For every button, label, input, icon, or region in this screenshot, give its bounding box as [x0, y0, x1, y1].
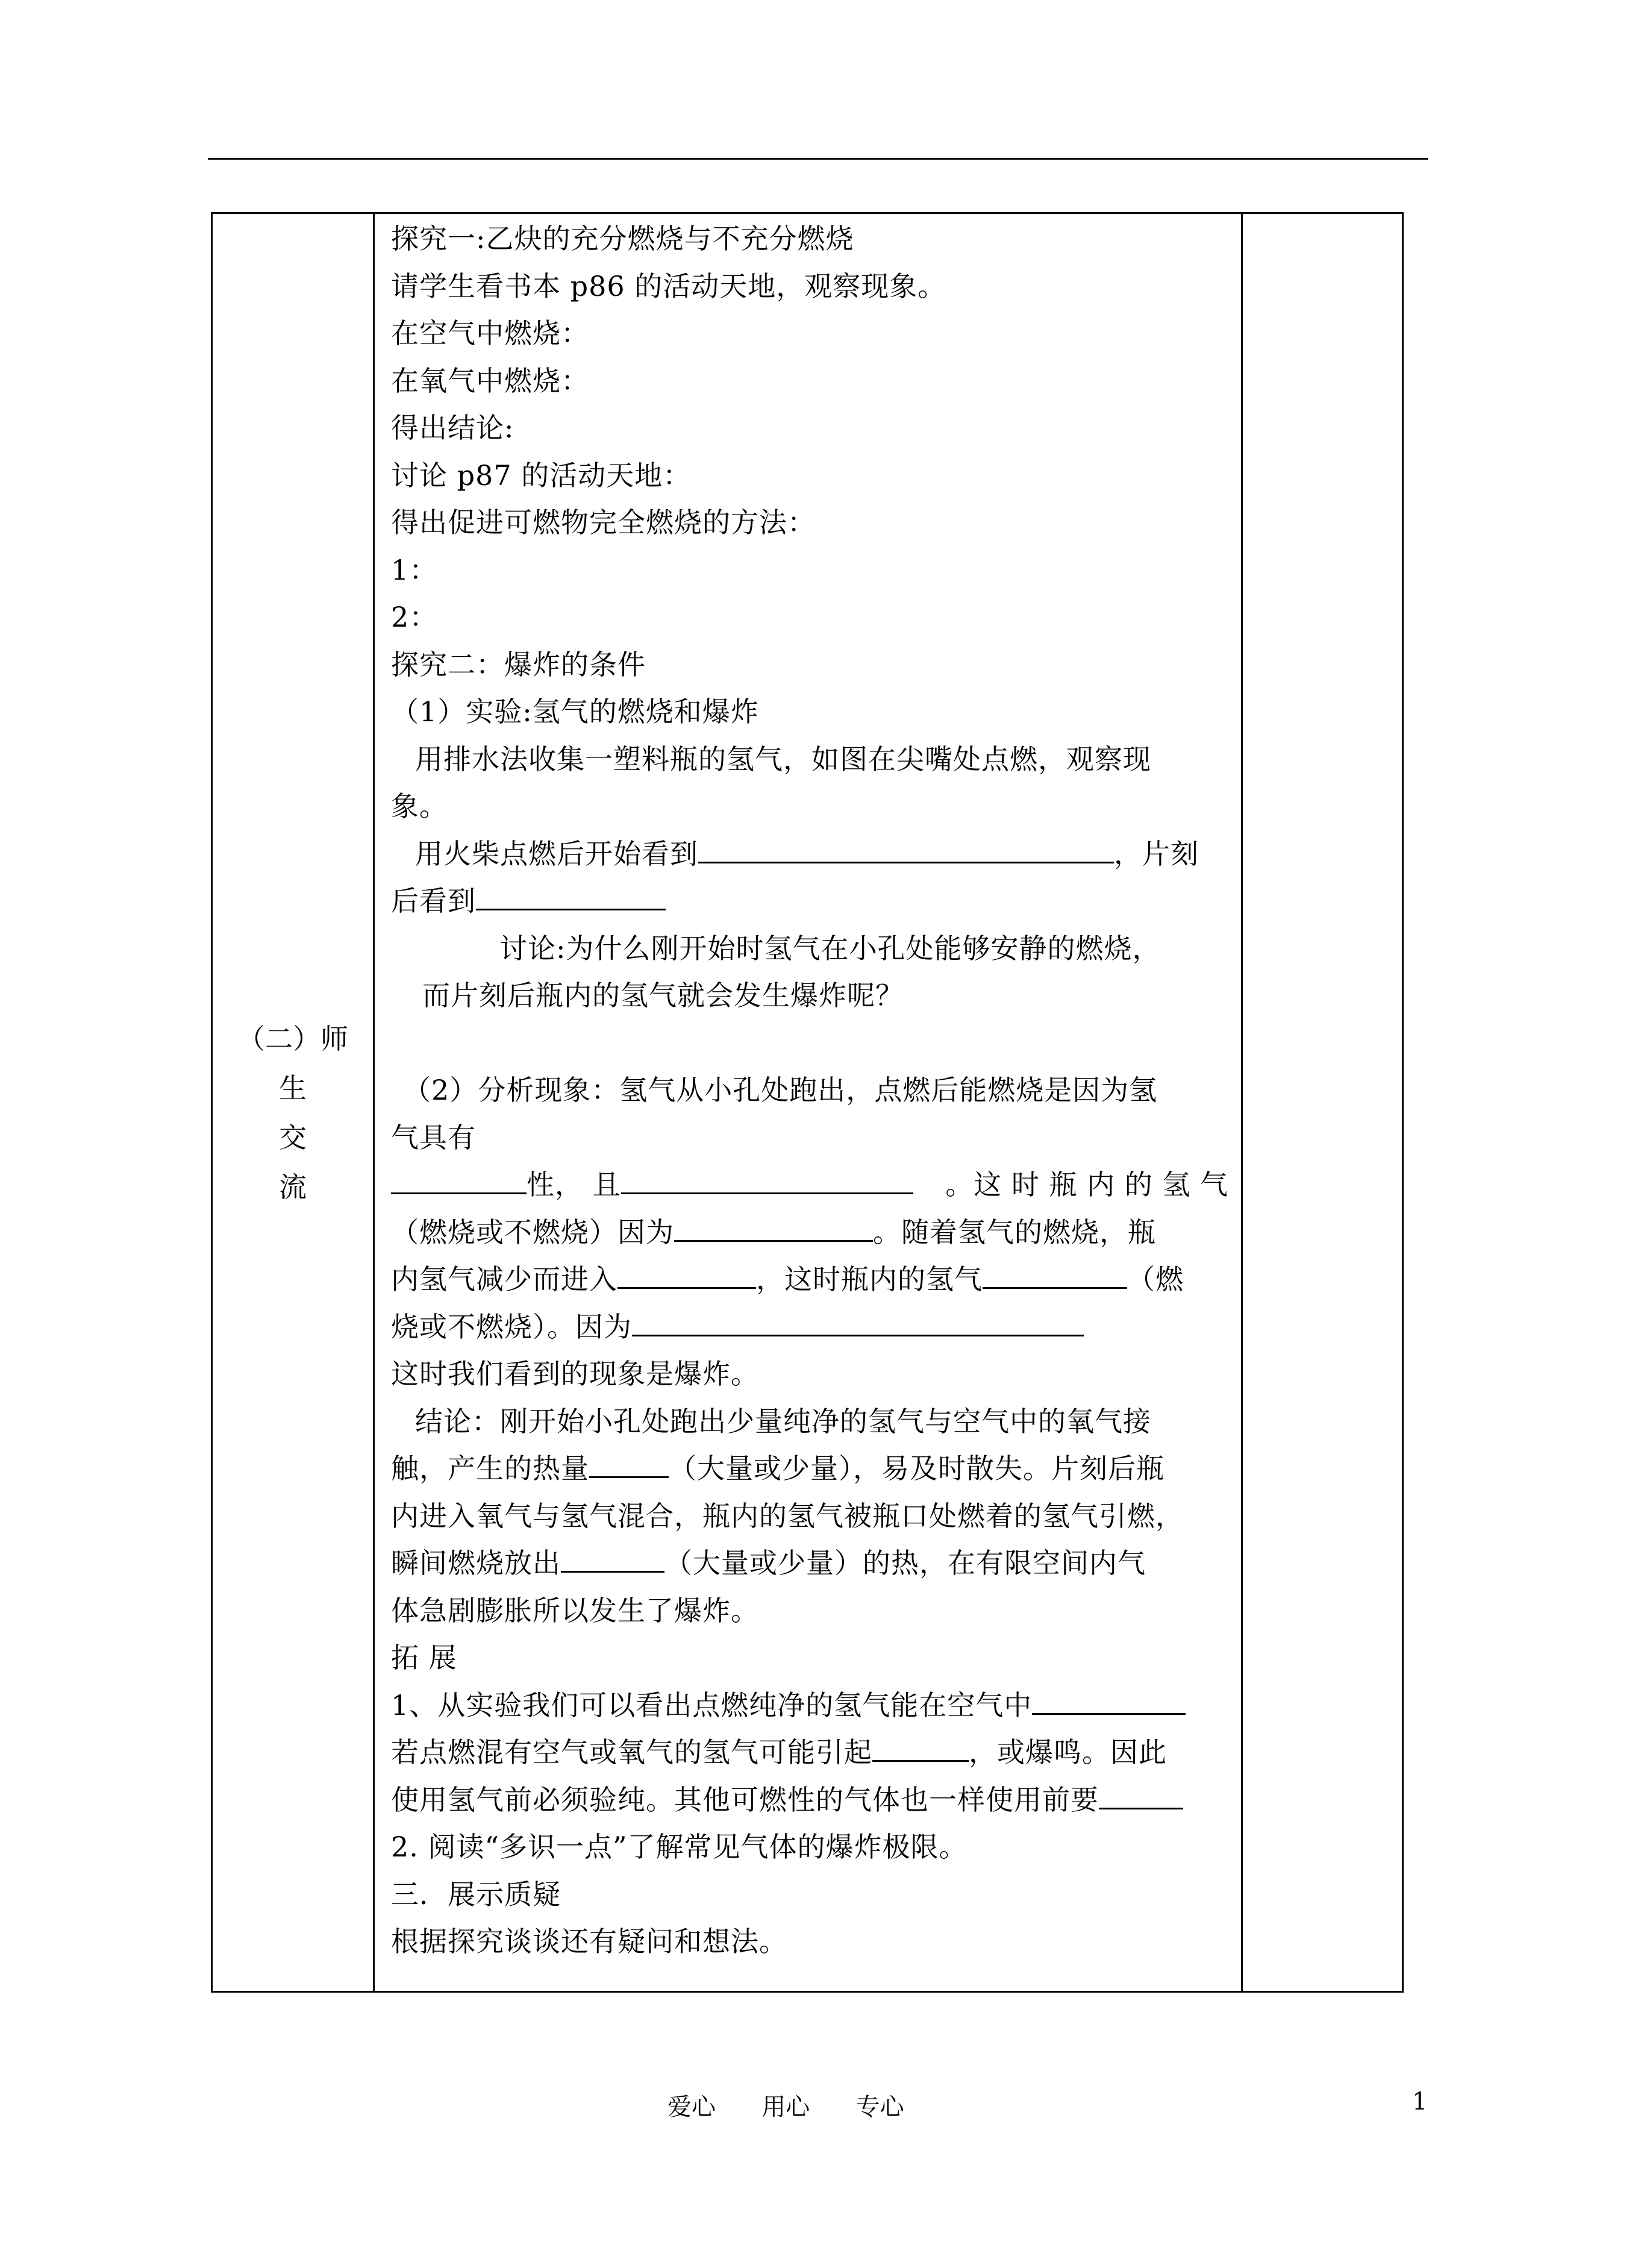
answer-blank	[617, 1256, 756, 1289]
text-segment: 性， 且	[527, 1168, 621, 1201]
text-line	[391, 1682, 1228, 1729]
text-line: 2：	[391, 601, 438, 633]
lesson-table	[211, 212, 1404, 1993]
text-line: 体急剧膨胀所以发生了爆炸。	[391, 1594, 759, 1627]
header-rule	[208, 158, 1428, 160]
text-line: 得出促进可燃物完全燃烧的方法：	[391, 506, 816, 539]
text-segment: 使用氢气前必须验纯。其他可燃性的气体也一样使用前要	[391, 1783, 1099, 1816]
text-line: 拓 展	[391, 1641, 457, 1674]
section-label-line: （二）师	[237, 1023, 348, 1055]
text-line: 探究一:乙炔的充分燃烧与不充分燃烧	[391, 222, 854, 255]
text-line: 三．展示质疑	[391, 1878, 561, 1911]
page-footer	[0, 2088, 1635, 2124]
answer-blank	[674, 1209, 873, 1242]
text-line: 得出结论:	[391, 412, 514, 444]
text-segment: （大量或少量）的热，在有限空间内气	[664, 1547, 1146, 1579]
section-label	[213, 1014, 373, 1212]
page-number: 1	[1412, 2088, 1428, 2116]
column-divider	[1241, 214, 1243, 1991]
column-divider	[373, 214, 375, 1991]
text-line: 结论：刚开始小孔处跑出少量纯净的氢气与空气中的氧气接	[415, 1405, 1151, 1438]
text-line: 内进入氧气与氢气混合，瓶内的氢气被瓶口处燃着的氢气引燃，	[391, 1499, 1184, 1532]
text-segment: 。随着氢气的燃烧，瓶	[873, 1215, 1156, 1248]
text-line: （1）实验:氢气的燃烧和爆炸	[391, 695, 759, 728]
text-line	[391, 1256, 1228, 1303]
text-line: 象。	[391, 790, 448, 822]
text-segment: （燃	[1127, 1263, 1184, 1295]
answer-blank	[391, 1161, 527, 1194]
text-segment: 触，产生的热量	[391, 1452, 589, 1485]
answer-blank	[872, 1729, 969, 1762]
text-line	[391, 1161, 1228, 1209]
text-segment: （大量或少量），易及时散失。片刻后瓶	[669, 1452, 1165, 1485]
answer-blank	[632, 1303, 1084, 1336]
answer-blank	[621, 1161, 913, 1194]
text-segment: 内氢气减少而进入	[391, 1263, 617, 1295]
text-line: 讨论:为什么刚开始时氢气在小孔处能够安静的燃烧，	[499, 932, 1161, 965]
text-line: 讨论 p87 的活动天地：	[391, 459, 692, 492]
answer-blank	[1032, 1682, 1186, 1715]
text-line: 根据探究谈谈还有疑问和想法。	[391, 1925, 787, 1958]
answer-blank	[983, 1256, 1127, 1289]
text-line: 2. 阅读“多识一点”了解常见气体的爆炸极限。	[391, 1831, 968, 1863]
text-segment: 瞬间燃烧放出	[391, 1547, 561, 1579]
text-line	[391, 1540, 1228, 1587]
text-line: 请学生看书本 p86 的活动天地，观察现象。	[391, 269, 946, 302]
text-segment: 1、从实验我们可以看出点燃纯净的氢气能在空气中	[391, 1688, 1033, 1721]
text-segment: 烧或不燃烧）。因为	[391, 1310, 632, 1343]
blank-line	[391, 1020, 1228, 1067]
text-line: 用排水法收集一塑料瓶的氢气，如图在尖嘴处点燃，观察现	[415, 742, 1151, 775]
text-segment: ，这时瓶内的氢气	[756, 1263, 983, 1295]
section-label-line: 流	[279, 1171, 307, 1203]
text-segment: （燃烧或不燃烧）因为	[391, 1215, 674, 1248]
answer-blank	[561, 1540, 664, 1573]
answer-blank	[476, 877, 666, 910]
text-line: 这时我们看到的现象是爆炸。	[391, 1358, 759, 1390]
text-line: 气具有	[391, 1121, 476, 1154]
lesson-content	[391, 215, 1228, 1966]
answer-blank	[589, 1445, 669, 1478]
text-segment: 若点燃混有空气或氧气的氢气可能引起	[391, 1736, 872, 1768]
text-line	[391, 830, 1228, 878]
answer-blank	[698, 830, 1114, 863]
text-segment: 后看到	[391, 885, 476, 917]
answer-blank	[1099, 1776, 1183, 1809]
text-line: 在氧气中燃烧：	[391, 364, 589, 397]
text-segment: 用火柴点燃后开始看到	[415, 837, 698, 870]
text-line	[391, 877, 1228, 925]
section-label-line: 交	[279, 1121, 307, 1154]
text-line: 1：	[391, 553, 438, 586]
text-segment: ，或爆鸣。因此	[969, 1736, 1167, 1768]
text-line: 而片刻后瓶内的氢气就会发生爆炸呢？	[422, 979, 904, 1012]
text-line: （2）分析现象：氢气从小孔处跑出，点燃后能燃烧是因为氢	[403, 1074, 1158, 1106]
text-line	[391, 1729, 1228, 1776]
text-line	[391, 1209, 1228, 1256]
text-line	[391, 1445, 1228, 1493]
text-line: 在空气中燃烧：	[391, 317, 589, 349]
text-line	[391, 1776, 1228, 1824]
text-line: 探究二：爆炸的条件	[391, 648, 646, 681]
text-segment: 。这 时 瓶 内 的 氢 气	[945, 1168, 1228, 1201]
text-segment: ，片刻	[1114, 837, 1199, 870]
section-label-line: 生	[279, 1072, 307, 1104]
text-line	[391, 1303, 1228, 1351]
footer-motto: 爱心 用心 专心	[667, 2093, 904, 2121]
